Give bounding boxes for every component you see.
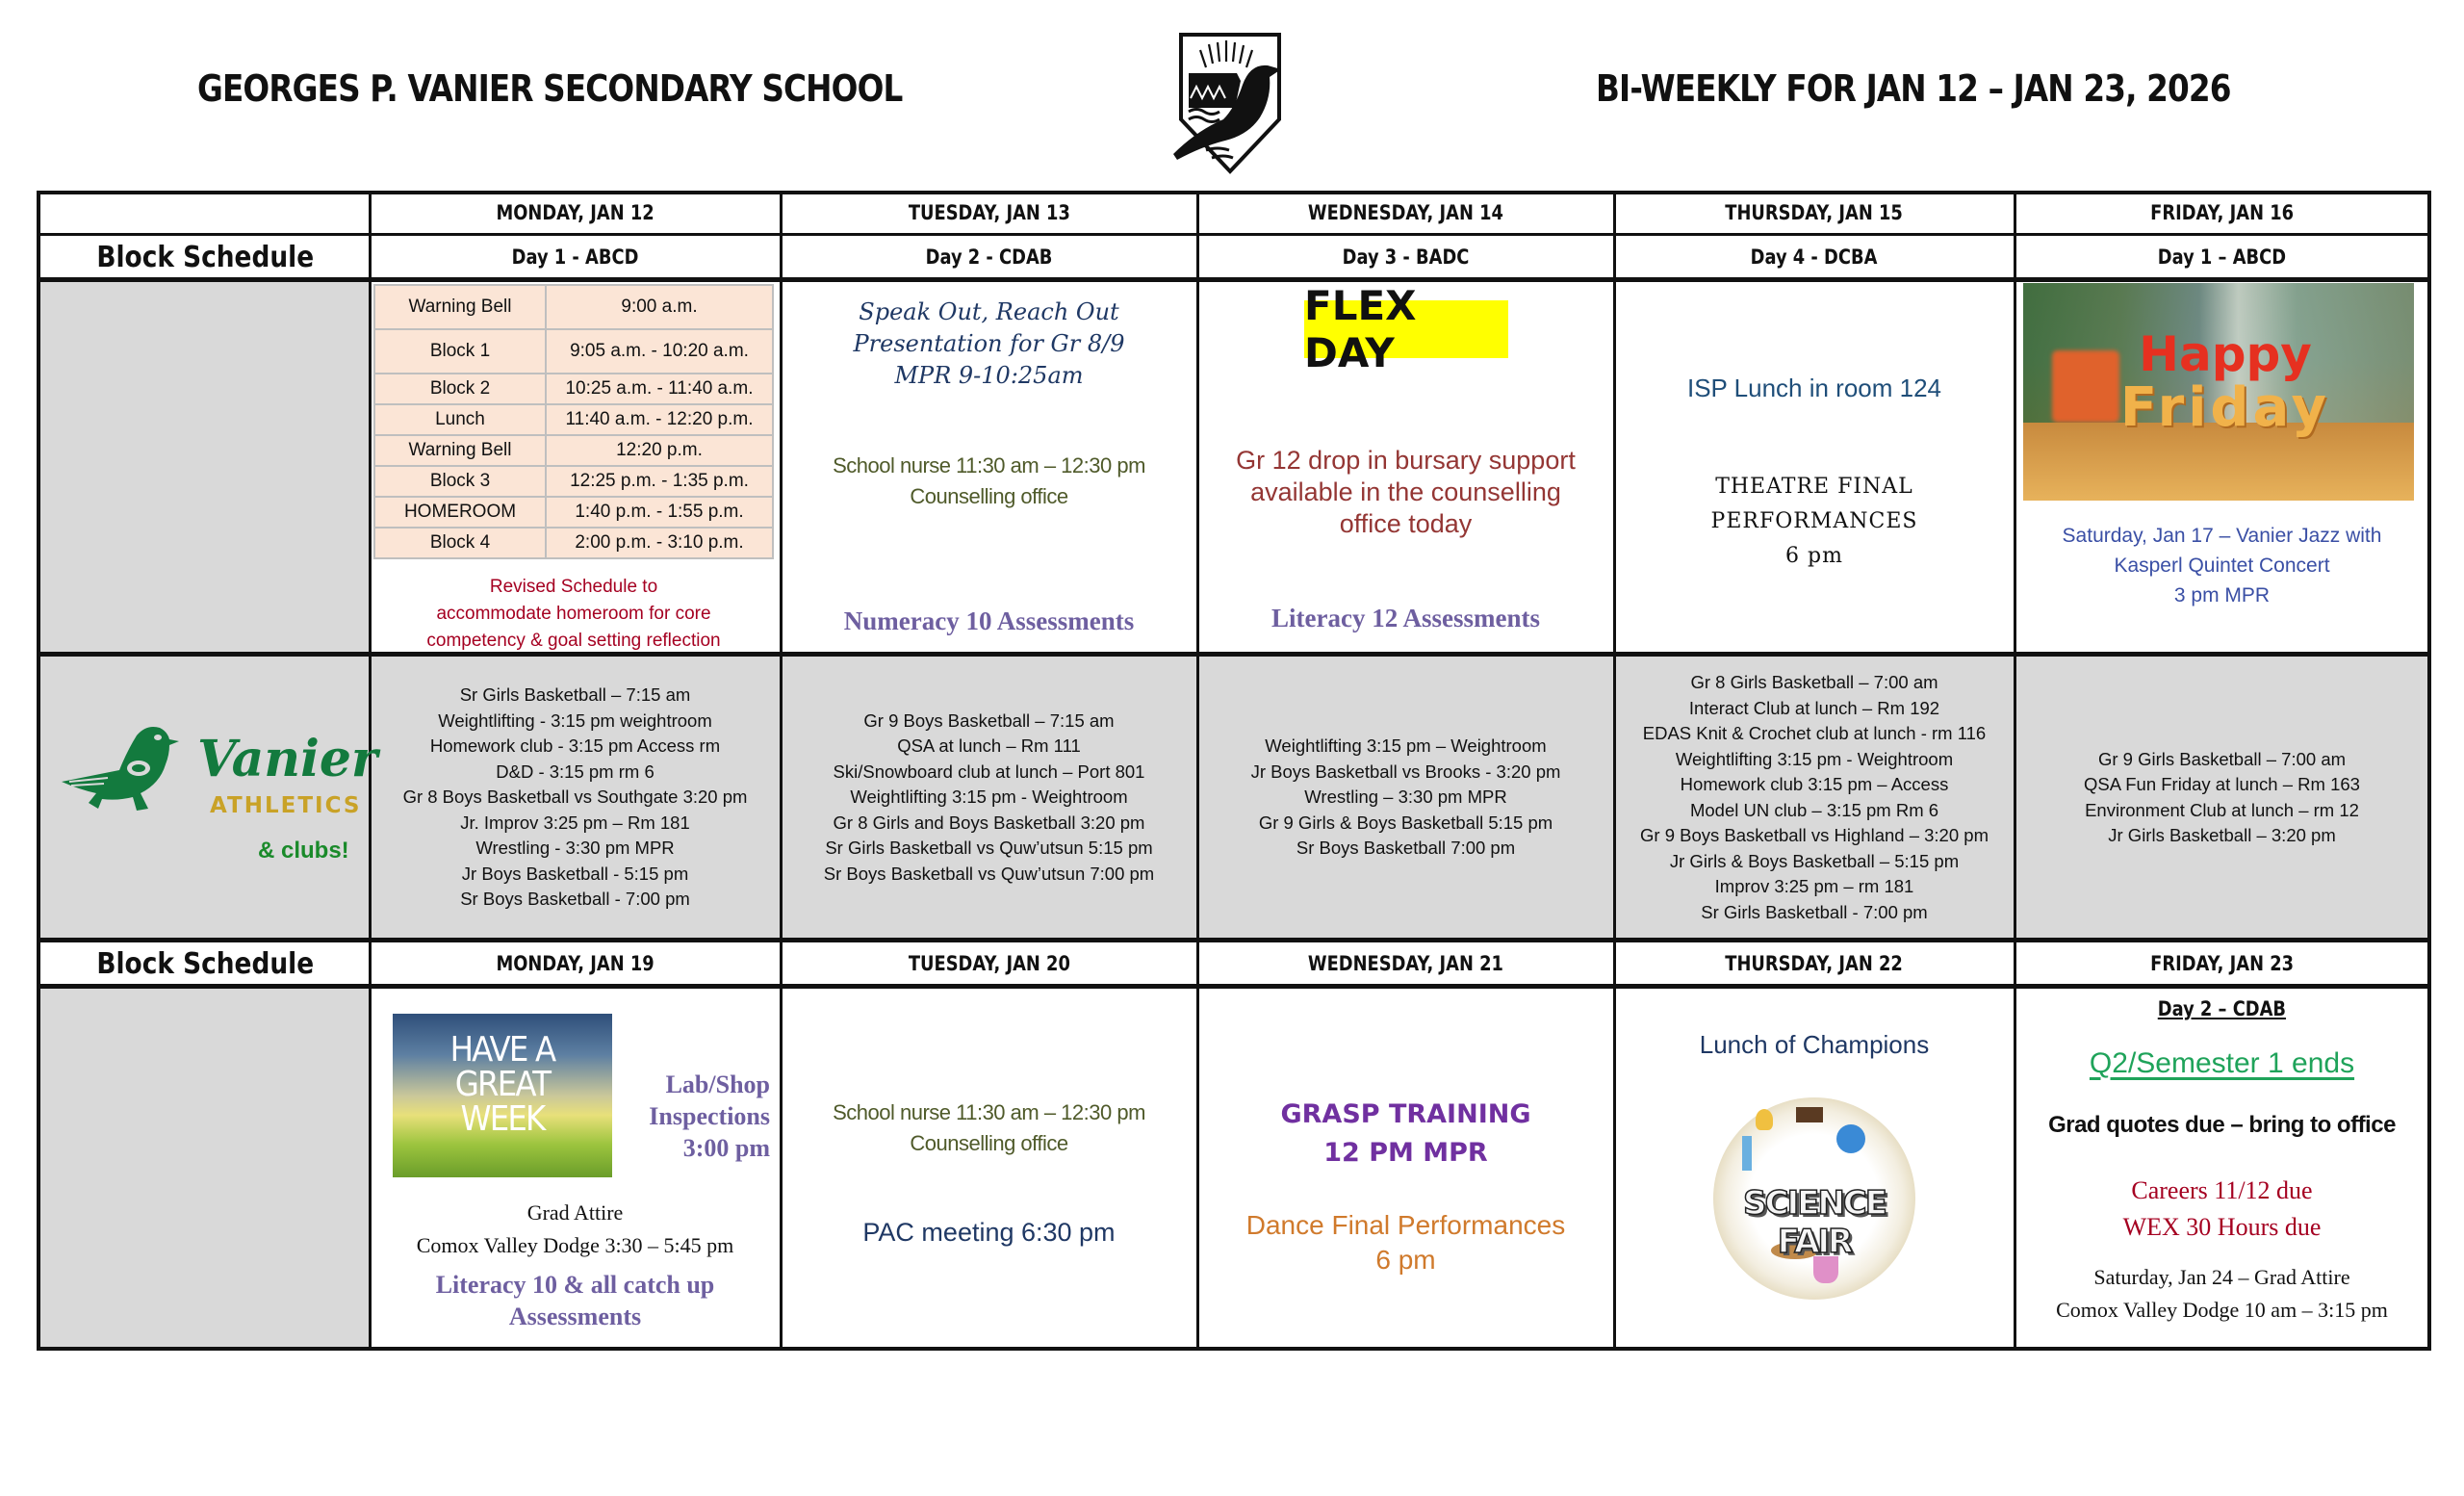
block-schedule-label-week2 — [40, 942, 370, 985]
vanier-logo-script: Vanier — [197, 730, 378, 788]
club-activity-item: Wrestling – 3:30 pm MPR — [1304, 787, 1507, 808]
club-activity-item: Gr 8 Girls Basketball – 7:00 am — [1690, 672, 1938, 692]
have-a-great-week-image — [393, 1014, 612, 1177]
bell-period-name: Warning Bell — [374, 285, 546, 329]
grasp-training-event — [1197, 1096, 1614, 1173]
bell-period-time: 9:05 a.m. - 10:20 a.m. — [546, 329, 773, 374]
week1-date-tuesday — [781, 193, 1197, 233]
event-line: Comox Valley Dodge 10 am – 3:15 pm — [2056, 1298, 2388, 1322]
date-header: WEDNESDAY, JAN 21 — [1307, 952, 1504, 975]
bell-period-time: 10:25 a.m. - 11:40 a.m. — [546, 374, 773, 404]
event-line: MPR 9-10:25am — [894, 362, 1084, 389]
science-fair-image — [1713, 1097, 1915, 1300]
event-line: Counselling office — [910, 1131, 1068, 1155]
club-activity-item: Homework club - 3:15 pm Access rm — [429, 735, 721, 757]
left-blank-cell-week1 — [40, 282, 370, 654]
science-fair-text: SCIENCE FAIR — [1743, 1184, 1886, 1261]
event-line: Literacy 10 & all catch up — [435, 1271, 715, 1299]
bell-schedule-row — [374, 329, 773, 374]
bell-schedule-row — [374, 374, 773, 404]
club-activity-item: Environment Club at lunch – rm 12 — [2085, 799, 2359, 820]
event-line: Kasperl Quintet Concert — [2114, 555, 2330, 577]
bell-period-name: Warning Bell — [374, 435, 546, 466]
club-activity-item: Gr 9 Boys Basketball – 7:15 am — [863, 709, 1115, 731]
dance-performance-event — [1197, 1208, 1614, 1277]
bell-schedule-table — [373, 284, 774, 559]
great-week-text — [403, 1030, 601, 1139]
bell-period-time: 12:25 p.m. - 1:35 p.m. — [546, 466, 773, 497]
block-schedule-label: Block Schedule — [96, 946, 314, 981]
event-line: 3 pm MPR — [2173, 584, 2271, 606]
club-activity-item: D&D - 3:15 pm rm 6 — [496, 761, 654, 782]
club-activity-item: Interact Club at lunch – Rm 192 — [1688, 697, 1940, 718]
bell-schedule-row — [374, 466, 773, 497]
image-text-line: GREAT — [454, 1065, 551, 1104]
clubs-list-monday — [370, 656, 781, 940]
week2-date-friday — [2015, 942, 2429, 985]
bell-period-time: 9:00 a.m. — [546, 285, 773, 329]
revised-note-line: competency & goal setting reflection — [426, 631, 721, 651]
club-activity-item: QSA Fun Friday at lunch – Rm 163 — [2084, 774, 2360, 794]
date-header: FRIDAY, JAN 16 — [2150, 201, 2294, 224]
event-line: School nurse 11:30 am – 12:30 pm — [833, 1100, 1145, 1124]
club-activity-item: Gr 8 Girls and Boys Basketball 3:20 pm — [833, 812, 1145, 833]
club-activity-item: Gr 9 Girls Basketball – 7:00 am — [2097, 748, 2347, 769]
bell-schedule-row — [374, 528, 773, 558]
event-line: GRASP TRAINING — [1280, 1099, 1531, 1129]
bell-period-name: Lunch — [374, 404, 546, 435]
week1-date-monday — [370, 193, 781, 233]
event-line: Presentation for Gr 8/9 — [853, 330, 1125, 357]
happy-friday-image — [2023, 283, 2414, 501]
day-label-monday — [370, 236, 781, 278]
lab-shop-inspections-event — [616, 1069, 770, 1164]
friday-text: Friday — [2119, 376, 2331, 439]
bursary-support-event — [1197, 445, 1614, 540]
bell-schedule-row — [374, 285, 773, 329]
event-line: THEATRE FINAL PERFORMANCES — [1710, 475, 1918, 533]
event-line: Comox Valley Dodge 3:30 – 5:45 pm — [416, 1233, 734, 1257]
bell-period-name: Block 2 — [374, 374, 546, 404]
event-line: office today — [1339, 509, 1473, 538]
bell-period-time: 12:20 p.m. — [546, 435, 773, 466]
club-activity-item: Sr Girls Basketball – 7:15 am — [459, 684, 691, 706]
club-activity-item: Sr Boys Basketball vs Quw’utsun 7:00 pm — [823, 863, 1155, 884]
clubs-list-thursday — [1614, 656, 2015, 940]
flex-day-label: FLEX DAY — [1304, 282, 1417, 376]
literacy-10-assessment-event — [370, 1269, 781, 1332]
week1-date-thursday — [1614, 193, 2015, 233]
theatre-performance-event — [1614, 470, 2015, 574]
saturday-grad-attire-event — [2015, 1261, 2429, 1327]
day-label-wednesday — [1197, 236, 1614, 278]
lightbulb-icon — [1756, 1109, 1773, 1130]
date-header: FRIDAY, JAN 23 — [2150, 952, 2294, 975]
vanier-jazz-event — [2015, 521, 2429, 610]
event-line: Assessments — [508, 1303, 642, 1330]
school-crest-bird-icon — [1168, 31, 1293, 175]
flex-day-banner — [1304, 282, 1508, 376]
date-header: THURSDAY, JAN 15 — [1725, 201, 1904, 224]
bell-period-time: 11:40 a.m. - 12:20 p.m. — [546, 404, 773, 435]
speak-out-event — [781, 297, 1197, 392]
careers-wex-event — [2015, 1173, 2429, 1246]
bell-period-time: 1:40 p.m. - 1:55 p.m. — [546, 497, 773, 528]
club-activity-item: EDAS Knit & Crochet club at lunch - rm 116 — [1642, 723, 1987, 743]
grad-attire-event — [370, 1197, 781, 1262]
club-activity-item: Gr 9 Boys Basketball vs Highland – 3:20 pm — [1640, 825, 1989, 845]
club-activity-item: Wrestling - 3:30 pm MPR — [475, 838, 675, 859]
club-activity-item: Jr. Improv 3:25 pm – Rm 181 — [460, 812, 690, 833]
club-activity-item: Weightlifting 3:15 pm – Weightroom — [1265, 735, 1547, 757]
event-line: WEX 30 Hours due — [2122, 1213, 2322, 1241]
happy-text: Happy — [2139, 326, 2312, 382]
club-activity-item: Jr Boys Basketball vs Brooks - 3:20 pm — [1250, 761, 1561, 782]
day-rotation-label: Day 3 - BADC — [1342, 245, 1470, 269]
day-rotation-label: Day 1 - ABCD — [511, 245, 639, 269]
club-activity-item: Weightlifting 3:15 pm - Weightroom — [1675, 748, 1954, 769]
bell-schedule-row — [374, 497, 773, 528]
bell-schedule-row — [374, 435, 773, 466]
bell-period-name: HOMEROOM — [374, 497, 546, 528]
club-activity-item: QSA at lunch – Rm 111 — [897, 735, 1081, 757]
club-activity-item: Ski/Snowboard club at lunch – Port 801 — [833, 761, 1145, 782]
lunch-of-champions-event: Lunch of Champions — [1699, 1030, 1930, 1059]
isp-lunch-event: ISP Lunch in room 124 — [1686, 374, 1942, 402]
event-line: 6 pm — [1785, 544, 1843, 568]
vanier-bird-logo-icon — [60, 722, 194, 818]
club-activity-item: Gr 8 Boys Basketball vs Southgate 3:20 pm — [402, 787, 748, 808]
date-header: WEDNESDAY, JAN 14 — [1307, 201, 1504, 224]
club-activity-item: Sr Boys Basketball 7:00 pm — [1296, 838, 1516, 859]
club-activity-item: Jr Girls & Boys Basketball – 5:15 pm — [1669, 850, 1960, 871]
club-activity-item: Model UN club – 3:15 pm Rm 6 — [1689, 799, 1939, 820]
event-line: Dance Final Performances — [1245, 1210, 1566, 1240]
club-activity-item: Improv 3:25 pm – rm 181 — [1714, 876, 1914, 896]
event-line: available in the counselling — [1250, 477, 1561, 506]
date-range-title: BI-WEEKLY FOR JAN 12 – JAN 23, 2026 — [1596, 67, 2231, 110]
week2-date-tuesday — [781, 942, 1197, 985]
club-activity-item: Weightlifting - 3:15 pm weightroom — [438, 709, 712, 731]
event-line: Inspections — [649, 1102, 770, 1130]
day-label-tuesday — [781, 236, 1197, 278]
event-line: Speak Out, Reach Out — [859, 298, 1119, 325]
clubs-list-friday — [2015, 656, 2429, 940]
clubs-list-tuesday — [781, 656, 1197, 940]
school-name-title: GEORGES P. VANIER SECONDARY SCHOOL — [197, 67, 903, 110]
event-line: 12 PM MPR — [1323, 1138, 1488, 1168]
event-line: Lab/Shop — [665, 1070, 770, 1098]
date-header: THURSDAY, JAN 22 — [1725, 952, 1904, 975]
globe-icon — [1836, 1124, 1865, 1153]
block-schedule-label-week1 — [40, 236, 370, 278]
school-nurse-event — [781, 451, 1197, 512]
athletics-logo-label: ATHLETICS — [210, 793, 362, 818]
bell-schedule-row — [374, 404, 773, 435]
event-line: Careers 11/12 due — [2131, 1176, 2313, 1204]
week2-date-monday — [370, 942, 781, 985]
image-text-line: HAVE A — [449, 1030, 555, 1070]
day-label-friday — [2015, 236, 2429, 278]
bell-period-name: Block 4 — [374, 528, 546, 558]
date-header: MONDAY, JAN 12 — [496, 201, 654, 224]
day-rotation-label: Day 4 - DCBA — [1751, 245, 1878, 269]
friday-day-label-wrap — [2015, 997, 2429, 1020]
school-nurse-event-week2 — [781, 1097, 1197, 1159]
semester-end-event: Q2/Semester 1 ends — [2089, 1047, 2355, 1079]
bell-period-name: Block 3 — [374, 466, 546, 497]
left-blank-cell-week2 — [40, 989, 370, 1347]
week2-date-thursday — [1614, 942, 2015, 985]
literacy-assessment-event: Literacy 12 Assessments — [1271, 604, 1540, 632]
event-line: 6 pm — [1375, 1245, 1436, 1275]
date-header: MONDAY, JAN 19 — [496, 952, 654, 975]
image-text-line: WEEK — [460, 1099, 545, 1139]
revised-schedule-note — [373, 574, 774, 655]
revised-note-line: accommodate homeroom for core — [436, 604, 711, 624]
club-activity-item: Sr Girls Basketball vs Quw’utsun 5:15 pm — [825, 838, 1153, 859]
club-activity-item: Gr 9 Girls & Boys Basketball 5:15 pm — [1258, 812, 1553, 833]
bell-period-name: Block 1 — [374, 329, 546, 374]
day-rotation-label: Day 1 – ABCD — [2157, 245, 2287, 269]
graduation-cap-icon — [1796, 1107, 1823, 1122]
club-activity-item: Sr Boys Basketball - 7:00 pm — [460, 889, 690, 910]
event-line: Grad Attire — [526, 1200, 624, 1225]
bell-period-time: 2:00 p.m. - 3:10 p.m. — [546, 528, 773, 558]
day-label-thursday — [1614, 236, 2015, 278]
clubs-list-wednesday — [1197, 656, 1614, 940]
club-activity-item: Sr Girls Basketball - 7:00 pm — [1701, 901, 1928, 922]
event-line: Saturday, Jan 17 – Vanier Jazz with — [2062, 525, 2382, 547]
event-line: School nurse 11:30 am – 12:30 pm — [833, 453, 1145, 477]
semester-end-wrap — [2015, 1047, 2429, 1080]
week2-date-wednesday — [1197, 942, 1614, 985]
event-line: 3:00 pm — [682, 1134, 770, 1162]
event-line: Gr 12 drop in bursary support — [1236, 446, 1576, 475]
clubs-logo-label: & clubs! — [258, 838, 349, 864]
grad-quotes-event: Grad quotes due – bring to office — [2048, 1112, 2396, 1138]
club-activity-item: Jr Girls Basketball – 3:20 pm — [2108, 825, 2336, 845]
club-activity-item: Homework club 3:15 pm – Access — [1680, 774, 1949, 794]
club-activity-item: Jr Boys Basketball - 5:15 pm — [461, 863, 689, 884]
week1-date-friday — [2015, 193, 2429, 233]
block-schedule-label: Block Schedule — [96, 240, 314, 274]
date-header: TUESDAY, JAN 13 — [908, 201, 1070, 224]
event-line: Saturday, Jan 24 – Grad Attire — [2093, 1265, 2350, 1289]
day-rotation-label: Day 2 - CDAB — [925, 245, 1053, 269]
test-tube-icon — [1742, 1136, 1752, 1171]
club-activity-item: Weightlifting 3:15 pm - Weightroom — [850, 787, 1128, 808]
week1-date-wednesday — [1197, 193, 1614, 233]
revised-note-line: Revised Schedule to — [489, 577, 658, 597]
event-line: Counselling office — [910, 484, 1068, 508]
pac-meeting-event: PAC meeting 6:30 pm — [862, 1218, 1116, 1247]
numeracy-assessment-event: Numeracy 10 Assessments — [843, 606, 1135, 635]
friday-day-rotation-label: Day 2 – CDAB — [2157, 997, 2287, 1020]
date-header: TUESDAY, JAN 20 — [908, 952, 1070, 975]
